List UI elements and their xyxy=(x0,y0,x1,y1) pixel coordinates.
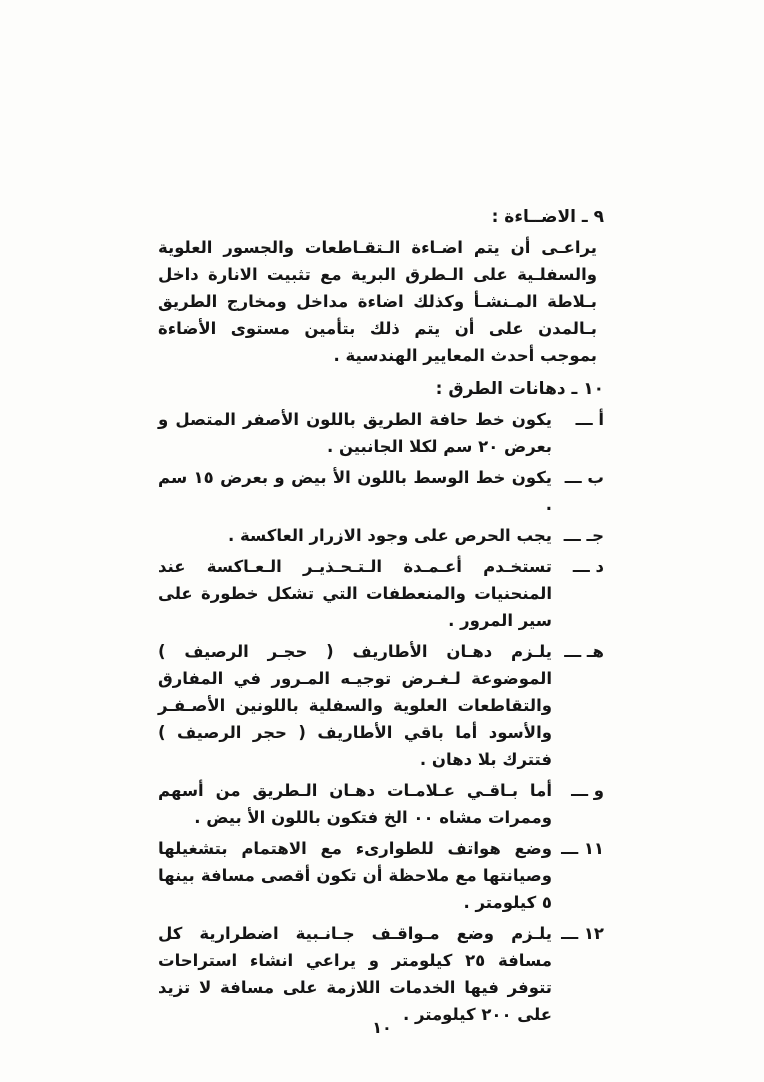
list-item-text: تستخـدم أعـمـدة الـتـحـذيـر الـعـاكسة عند المنحنيات والمنعطفات التي تشكل خطورة على سير المرور . xyxy=(158,557,552,630)
list-item-marker: أ ـــ xyxy=(575,410,604,429)
list-item-j xyxy=(158,522,604,549)
list-item-w xyxy=(158,777,604,831)
section-10-heading: ١٠ ـ دهانات الطرق : xyxy=(435,379,604,399)
list-item-marker: د ـــ xyxy=(572,557,604,576)
list-item-marker: هـ ـــ xyxy=(564,642,604,661)
list-item-text: يكون خط الوسط باللون الأ بيض و بعرض ١٥ سم . xyxy=(158,468,552,514)
numbered-item-text: يلـزم وضع مـواقـف جـانـبية اضطرارية كل مسافة ٢٥ كيلومتر و يراعي انشاء استراحات تتوفر فيها الخدمات اللازمة على مسافة لا تزيد على ٢٠٠ كيلومتر . xyxy=(158,924,552,1024)
list-item-text: أما بـاقـي عـلامـات دهـان الـطريق من أسهم وممرات مشاه ٠٠ الخ فتكون باللون الأ بيض . xyxy=(158,781,552,827)
page-number: ١٠ xyxy=(372,1018,392,1037)
list-item-text: يكون خط حافة الطريق باللون الأصفر المتصل و بعرض ٢٠ سم لكلا الجانبين . xyxy=(158,410,552,456)
section-9-heading: ٩ ـ الاضــاءة : xyxy=(491,207,604,227)
numbered-item-marker: ١١ ـــ xyxy=(561,839,604,858)
list-item-b xyxy=(158,464,604,518)
numbered-item-text: وضع هواتف للطوارىء مع الاهتمام بتشغيلها وصيانتها مع ملاحظة أن تكون أقصى مسافة بينها ٥ كيلومتر . xyxy=(158,839,552,912)
list-item-marker: جـ ـــ xyxy=(563,526,604,545)
list-item-text: يجب الحرص على وجود الازرار العاكسة . xyxy=(228,526,552,545)
list-item-marker: و ـــ xyxy=(571,781,604,800)
list-item-text: يلـزم دهـان الأطاريف ( حجـر الرصيف ) الموضوعة لـغـرض توجيـه المـرور في المفارق والتقاطعات العلوية والسفلية باللونين الأصـفـر والأسود أما باقي الأطاريف ( حجر الرصيف ) فتترك بلا دهان . xyxy=(158,642,552,769)
numbered-item-12 xyxy=(158,920,604,1028)
page-content xyxy=(158,204,604,1032)
list-item-marker: ب ـــ xyxy=(564,468,604,487)
list-item-d xyxy=(158,553,604,634)
numbered-item-11 xyxy=(158,835,604,916)
numbered-item-marker: ١٢ ـــ xyxy=(561,924,604,943)
list-item-h xyxy=(158,638,604,773)
list-item-a xyxy=(158,406,604,460)
section-9-body: يراعـى أن يتم اضـاءة الـتقـاطعات والجسور العلوية والسفلـية على الـطرق البرية مع تثبيت الانارة داخل بـلاطة المـنشـأ وكذلك اضاءة مداخل ومخارج الطريق بـالمدن على أن يتم ذلك بتأمين مستوى الأضاءة بموجب أحدث المعايير الهندسية . xyxy=(158,238,597,365)
